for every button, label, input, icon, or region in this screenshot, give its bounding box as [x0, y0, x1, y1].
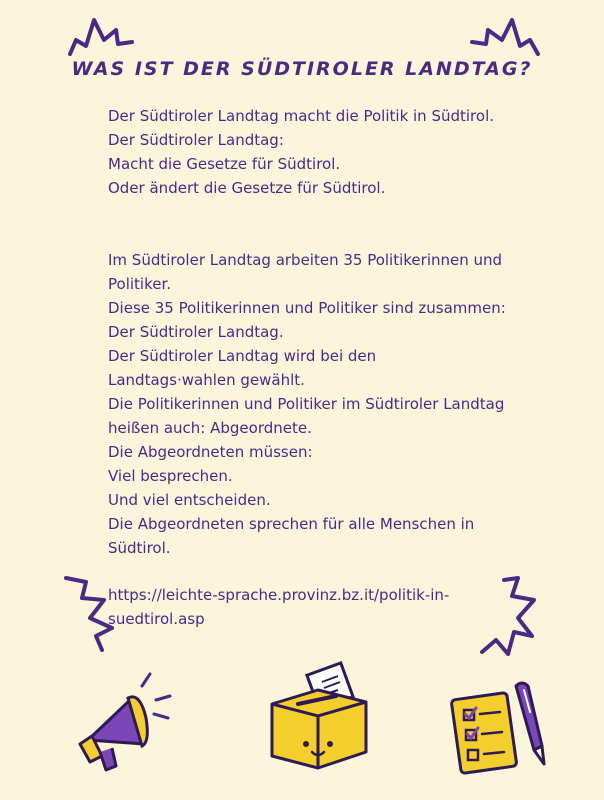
source-link[interactable] [108, 583, 449, 631]
text-line: Südtirol. [108, 539, 171, 557]
text-line: Die Politikerinnen und Politiker im Südtiroler Landtag [108, 395, 505, 413]
text-line: Die Abgeordneten müssen: [108, 443, 313, 461]
text-line: heißen auch: Abgeordnete. [108, 419, 312, 437]
text-line: Der Südtiroler Landtag wird bei den [108, 347, 377, 365]
burst-icon-bottom-right [474, 570, 544, 670]
text-line: Die Abgeordneten sprechen für alle Menschen in [108, 515, 475, 533]
text-line: Politiker. [108, 275, 172, 293]
text-line: Landtags·wahlen gewählt. [108, 371, 305, 389]
text-line: Oder ändert die Gesetze für Südtirol. [108, 179, 386, 197]
text-line: Diese 35 Politikerinnen und Politiker sind zusammen: [108, 299, 506, 317]
burst-icon-top-right [468, 14, 544, 58]
text-line: Der Südtiroler Landtag: [108, 131, 284, 149]
ballot-box-icon [258, 660, 376, 778]
text-line: Und viel entscheiden. [108, 491, 271, 509]
text-line: Im Südtiroler Landtag arbeiten 35 Politikerinnen und [108, 251, 503, 269]
text-line: Der Südtiroler Landtag macht die Politik in Südtirol. [108, 107, 495, 125]
body-text [108, 104, 528, 560]
text-line: Der Südtiroler Landtag. [108, 323, 284, 341]
text-line: Macht die Gesetze für Südtirol. [108, 155, 341, 173]
burst-icon-top-left [64, 14, 136, 58]
pen-icon [506, 676, 552, 772]
link-line[interactable]: suedtirol.asp [108, 610, 205, 628]
link-line[interactable]: https://leichte-sprache.provinz.bz.it/politik-in- [108, 586, 450, 604]
megaphone-icon [70, 670, 180, 780]
page-title: WAS IST DER SÜDTIROLER LANDTAG? [71, 58, 533, 80]
text-line: Viel besprechen. [108, 467, 233, 485]
